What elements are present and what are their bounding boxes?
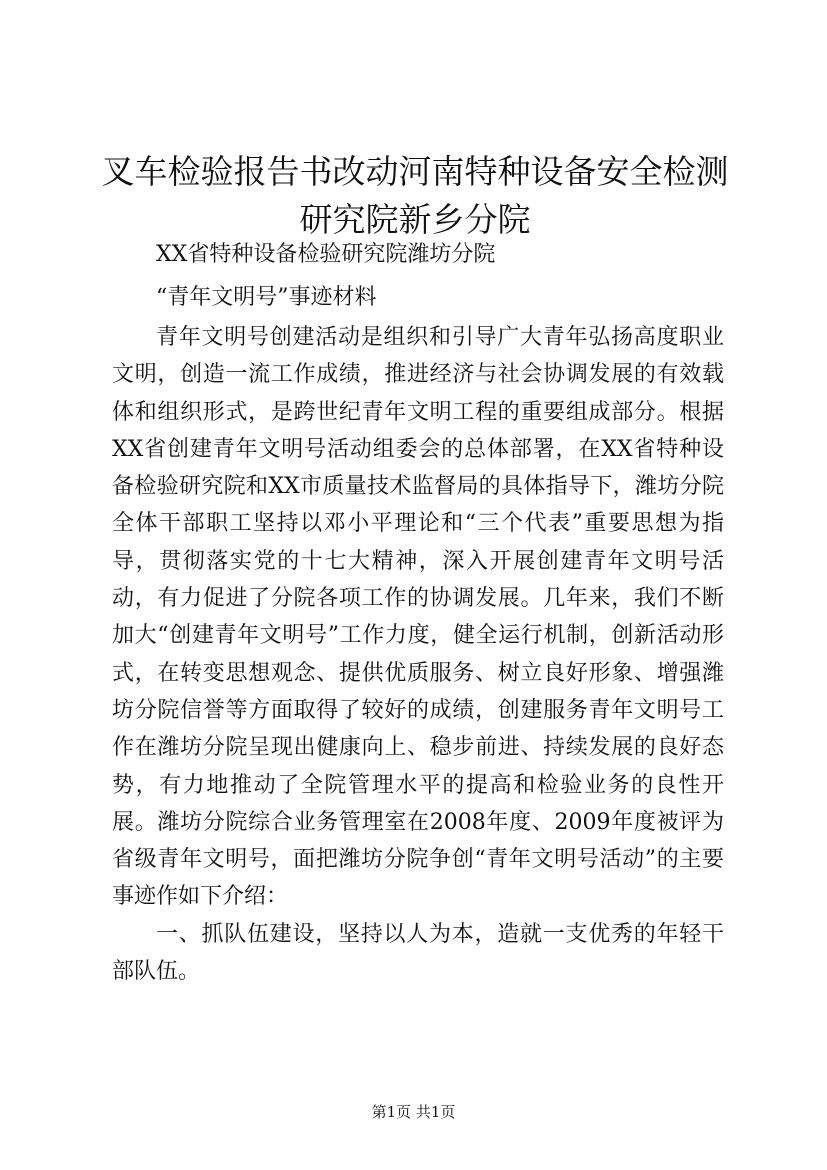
body-paragraph-2: 一、抓队伍建设，坚持以人为本，造就一支优秀的年轻干部队伍。 — [112, 922, 724, 985]
organization-line: XX省特种设备检验研究院潍坊分院 — [156, 242, 496, 267]
page-footer: 第1页 共1页 — [371, 1103, 456, 1121]
body-paragraph-1: 青年文明号创建活动是组织和引导广大青年弘扬高度职业文明，创造一流工作成绩，推进经济与社会协调发展的有效载体和组织形式，是跨世纪青年文明工程的重要组成部分。根据XX省创建青年文明号活动组委会的总体部署，在XX省特种设备检验研究院和XX市质量技术监督局的具体指导下，潍坊分院全体干部职工坚持以邓小平理论和“三个代表”重要思想为指导，贯彻落实党的十七大精神，深入开展创建青年文明号活动，有力促进了分院各项工作的协调发展。几年来，我们不断加大“创建青年文明号”工作力度，健全运行机制，创新活动形式，在转变思想观念、提供优质服务、树立良好形象、增强潍坊分院信誉等方面取得了较好的成绩，创建服务青年文明号工作在潍坊分院呈现出健康向上、稳步前进、持续发展的良好态势，有力地推动了全院管理水平的提高和检验业务的良性开展。潍坊分院综合业务管理室在2008年度、2009年度被评为省级青年文明号，面把潍坊分院争创“青年文明号活动”的主要事迹作如下介绍： — [112, 325, 724, 910]
document-title: 叉车检验报告书改动河南特种设备安全检测研究院新乡分院 — [101, 152, 729, 239]
topic-line: “青年文明号”事迹材料 — [156, 285, 377, 310]
